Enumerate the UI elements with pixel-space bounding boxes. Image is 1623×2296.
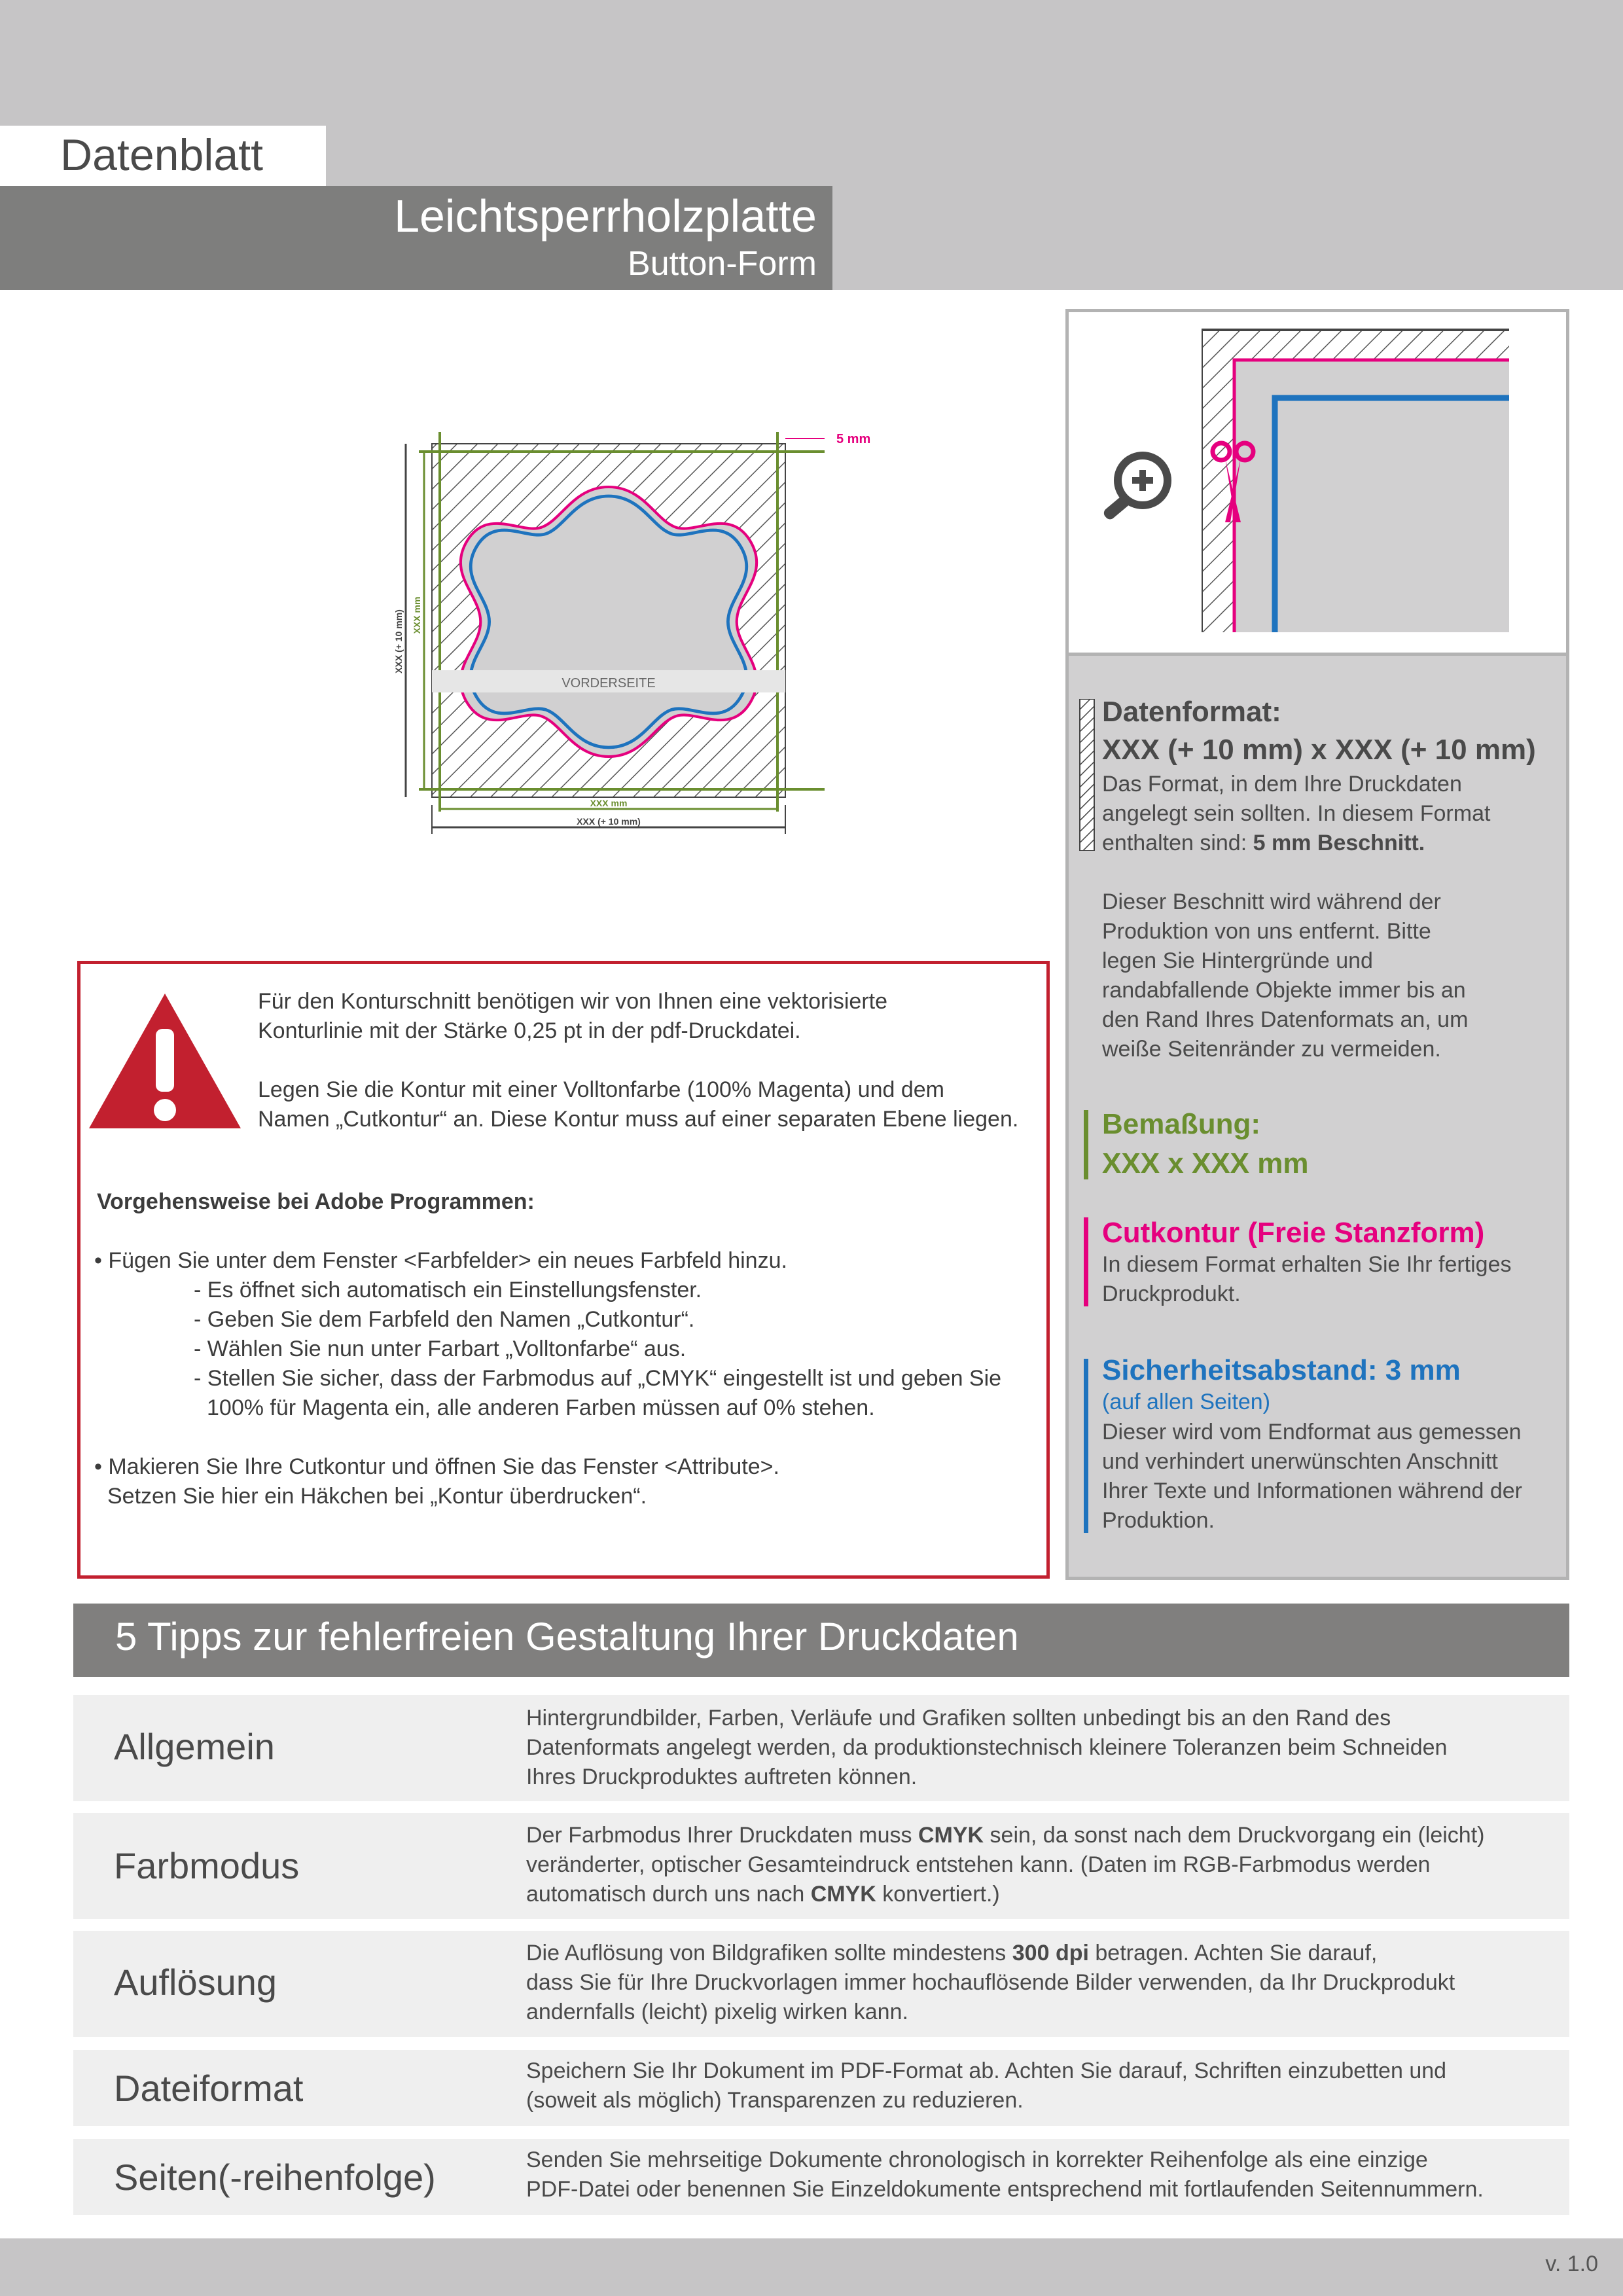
datenformat-text: angelegt sein sollten. In diesem Format	[1102, 801, 1491, 826]
tip-text: dass Sie für Ihre Druckvorlagen immer hochauflösende Bilder verwenden, da Ihr Druckprodukt	[526, 1970, 1455, 1995]
bleed-label: 5 mm	[836, 432, 871, 446]
beschnitt-text: Dieser Beschnitt wird während der	[1102, 889, 1441, 914]
tip-text: Speichern Sie Ihr Dokument im PDF-Format ab. Achten Sie darauf, Schriften einzubetten und	[526, 2058, 1447, 2083]
datenformat-text: Das Format, in dem Ihre Druckdaten	[1102, 772, 1462, 797]
beschnitt-text: weiße Seitenränder zu vermeiden.	[1102, 1037, 1441, 1062]
format-diagram	[380, 419, 890, 851]
cutkontur-text: In diesem Format erhalten Sie Ihr fertiges	[1102, 1252, 1512, 1277]
scissors-icon	[1207, 437, 1259, 529]
warning-triangle-icon	[86, 991, 243, 1131]
tip-text: Hintergrundbilder, Farben, Verläufe und Grafiken sollten unbedingt bis an den Rand des	[526, 1706, 1391, 1731]
warning-text-line: Legen Sie die Kontur mit einer Volltonfarbe (100% Magenta) und dem	[258, 1077, 944, 1102]
product-title: Leichtsperrholzplatte	[394, 190, 817, 242]
tip-label: Auflösung	[114, 1962, 277, 2003]
warning-text-line: Namen „Cutkontur“ an. Diese Kontur muss auf einer separaten Ebene liegen.	[258, 1107, 1019, 1132]
doc-type-title: Datenblatt	[60, 130, 263, 180]
procedure-substep: - Stellen Sie sicher, dass der Farbmodus auf „CMYK“ eingestellt ist und geben Sie	[194, 1366, 1002, 1391]
cutkontur-title: Cutkontur (Freie Stanzform)	[1102, 1217, 1485, 1249]
sicherheit-text: und verhindert unerwünschten Anschnitt	[1102, 1449, 1498, 1474]
sicherheit-text: Produktion.	[1102, 1508, 1215, 1533]
tip-text: automatisch durch uns nach CMYK konvertiert.)	[526, 1882, 1000, 1907]
bemassung-size: XXX x XXX mm	[1102, 1147, 1309, 1179]
product-subtitle: Button-Form	[628, 245, 817, 283]
tip-text: andernfalls (leicht) pixelig wirken kann.	[526, 2000, 908, 2024]
procedure-substep: - Geben Sie dem Farbfeld den Namen „Cutkontur“.	[194, 1307, 695, 1332]
tip-text: Der Farbmodus Ihrer Druckdaten muss CMYK sein, da sonst nach dem Druckvorgang ein (leicht)	[526, 1823, 1485, 1848]
sicherheit-text: Ihrer Texte und Informationen während der	[1102, 1479, 1522, 1503]
datenformat-text: enthalten sind: 5 mm Beschnitt.	[1102, 831, 1425, 855]
procedure-step: • Makieren Sie Ihre Cutkontur und öffnen Sie das Fenster <Attribute>.	[94, 1454, 779, 1479]
tip-text: PDF-Datei oder benennen Sie Einzeldokumente entsprechend mit fortlaufenden Seitennummern.	[526, 2177, 1484, 2202]
tip-label: Seiten(-reihenfolge)	[114, 2157, 436, 2198]
warning-text-line: Für den Konturschnitt benötigen wir von Ihnen eine vektorisierte	[258, 989, 887, 1014]
height-inner-label: XXX mm	[412, 596, 422, 634]
version-label: v. 1.0	[1545, 2251, 1598, 2276]
procedure-substep: - Wählen Sie nun unter Farbart „Volltonfarbe“ aus.	[194, 1336, 687, 1361]
warning-text-line: Konturlinie mit der Stärke 0,25 pt in der pdf-Druckdatei.	[258, 1018, 801, 1043]
tip-text: veränderter, optischer Gesamteindruck entstehen kann. (Daten im RGB-Farbmodus werden	[526, 1852, 1431, 1877]
sicherheit-text: Dieser wird vom Endformat aus gemessen	[1102, 1420, 1522, 1444]
width-outer-label: XXX (+ 10 mm)	[577, 816, 641, 827]
front-side-label: VORDERSEITE	[562, 676, 656, 691]
procedure-substep: - Es öffnet sich automatisch ein Einstellungsfenster.	[194, 1278, 702, 1302]
beschnitt-text: randabfallende Objekte immer bis an	[1102, 978, 1466, 1003]
bemassung-title: Bemaßung:	[1102, 1108, 1260, 1140]
tip-text: Ihres Druckproduktes auftreten können.	[526, 1765, 918, 1789]
zoom-in-icon	[1097, 445, 1178, 526]
bleed-marker	[1079, 699, 1096, 851]
tip-label: Dateiformat	[114, 2068, 304, 2109]
button-shape	[461, 487, 757, 757]
sicherheit-marker	[1084, 1359, 1088, 1533]
datenformat-title: Datenformat:	[1102, 696, 1281, 728]
tips-title: 5 Tipps zur fehlerfreien Gestaltung Ihrer Druckdaten	[115, 1615, 1019, 1659]
procedure-substep: 100% für Magenta ein, alle anderen Farben müssen auf 0% stehen.	[207, 1395, 875, 1420]
beschnitt-text: Produktion von uns entfernt. Bitte	[1102, 919, 1431, 944]
beschnitt-text: legen Sie Hintergründe und	[1102, 948, 1373, 973]
tip-label: Farbmodus	[114, 1845, 300, 1886]
cutkontur-marker	[1084, 1217, 1088, 1306]
procedure-heading: Vorgehensweise bei Adobe Programmen:	[97, 1189, 535, 1214]
procedure-step: • Fügen Sie unter dem Fenster <Farbfelder> ein neues Farbfeld hinzu.	[94, 1248, 787, 1273]
beschnitt-text: den Rand Ihres Datenformats an, um	[1102, 1007, 1469, 1032]
sicherheit-subtitle: (auf allen Seiten)	[1102, 1390, 1271, 1414]
procedure-substep: Setzen Sie hier ein Häkchen bei „Kontur überdrucken“.	[107, 1484, 647, 1509]
width-inner-label: XXX mm	[590, 798, 628, 808]
tip-text: Die Auflösung von Bildgrafiken sollte mindestens 300 dpi betragen. Achten Sie darauf,	[526, 1941, 1378, 1965]
footer-band	[0, 2238, 1623, 2296]
sicherheit-title: Sicherheitsabstand: 3 mm	[1102, 1354, 1461, 1386]
cutkontur-text: Druckprodukt.	[1102, 1282, 1241, 1306]
bemassung-marker	[1084, 1110, 1088, 1179]
height-outer-label: XXX (+ 10 mm)	[393, 609, 404, 673]
tip-text: (soweit als möglich) Transparenzen zu reduzieren.	[526, 2088, 1024, 2113]
tip-text: Datenformats angelegt werden, da produktionstechnisch kleinere Toleranzen beim Schneiden	[526, 1735, 1448, 1760]
tip-text: Senden Sie mehrseitige Dokumente chronologisch in korrekter Reihenfolge als eine einzige	[526, 2147, 1428, 2172]
tip-label: Allgemein	[114, 1726, 275, 1767]
datenformat-size: XXX (+ 10 mm) x XXX (+ 10 mm)	[1102, 734, 1536, 766]
